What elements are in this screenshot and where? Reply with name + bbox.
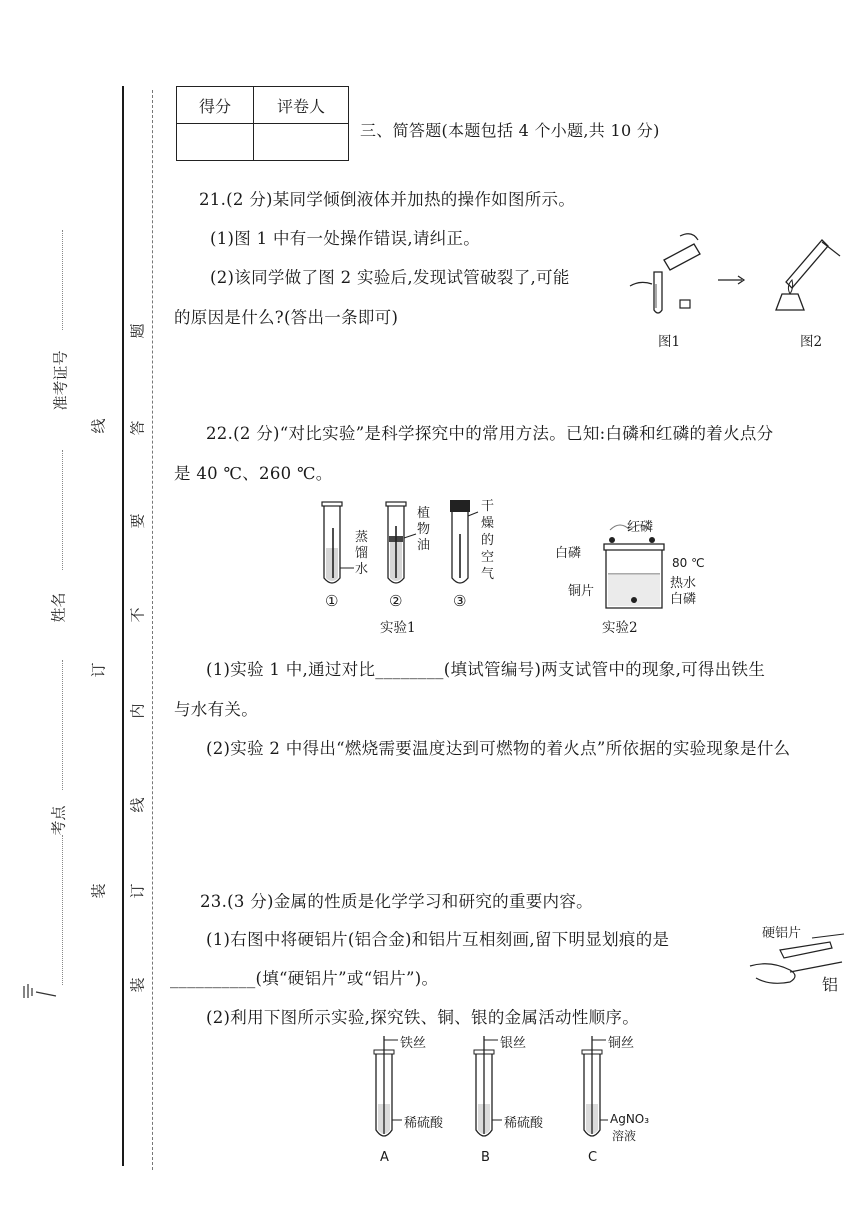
q22-part1-line1: (1)实验 1 中,通过对比________(填试管编号)两支试管中的现象,可得出铁生: [206, 660, 766, 679]
exp1-caption: 实验1: [380, 620, 416, 636]
q22-stem-line1: 22.(2 分)“对比实验”是科学探究中的常用方法。已知:白磷和红磷的着火点分: [206, 424, 774, 443]
tube-a-liquid-label: 稀硫酸: [404, 1116, 444, 1131]
section-title: 三、简答题(本题包括 4 个小题,共 10 分): [360, 121, 660, 140]
scan-mark: [22, 982, 62, 1002]
q23-stem: 23.(3 分)金属的性质是化学学习和研究的重要内容。: [200, 892, 593, 911]
q23-part1-line2: __________(填“硬铝片”或“铝片”)。: [170, 969, 439, 988]
q21-fig1-caption: 图1: [658, 334, 681, 350]
inner-char-3: 要: [128, 513, 147, 529]
inner-char-1: 题: [128, 323, 147, 339]
q21-stem: 21.(2 分)某同学倾倒液体并加热的操作如图所示。: [199, 190, 576, 209]
silver-wire-label: 银丝: [500, 1036, 527, 1051]
copper-sheet-label: 铜片: [568, 584, 595, 599]
exp2-caption: 实验2: [602, 620, 638, 636]
tube-3-number: ③: [453, 592, 467, 610]
tube-c-liquid-label-2: 溶液: [612, 1129, 637, 1143]
score-cell[interactable]: [177, 124, 254, 161]
tube-a-letter: A: [380, 1150, 389, 1165]
aluminum-label: 铝: [822, 975, 839, 994]
score-table: [176, 86, 349, 161]
q22-part2: (2)实验 2 中得出“燃烧需要温度达到可燃物的着火点”所依据的实验现象是什么: [206, 739, 791, 758]
binding-staple-char: 订: [89, 662, 108, 678]
site-blank[interactable]: [62, 660, 63, 790]
q22-part1-line2: 与水有关。: [174, 700, 258, 719]
q21-part1: (1)图 1 中有一处操作错误,请纠正。: [210, 229, 481, 248]
name-label: 姓名: [49, 592, 68, 623]
inner-char-2: 答: [128, 420, 147, 436]
q21-fig2-caption: 图2: [800, 334, 823, 350]
hot-water-label: 热水: [670, 576, 697, 591]
inner-char-7: 订: [128, 883, 147, 899]
exp1-water-label: 蒸馏水: [355, 530, 369, 577]
temperature-label: 80 ℃: [672, 556, 705, 570]
score-header: 得分: [177, 87, 254, 124]
q21-figure: [626, 222, 846, 322]
tube-c-letter: C: [588, 1150, 598, 1165]
inner-char-6: 线: [128, 797, 147, 813]
exp2-apparatus: [590, 520, 720, 620]
iron-wire-label: 铁丝: [400, 1036, 427, 1051]
q23-part2: (2)利用下图所示实验,探究铁、铜、银的金属活动性顺序。: [206, 1008, 640, 1027]
tube-2-number: ②: [389, 592, 403, 610]
tube-b-liquid-label: 稀硫酸: [504, 1116, 544, 1131]
copper-wire-label: 铜丝: [608, 1036, 635, 1051]
binding-bind-char: 装: [89, 883, 108, 899]
white-phosphorus-top-label: 白磷: [555, 546, 582, 561]
grader-header: 评卷人: [254, 87, 349, 124]
binding-dashed-line: [152, 90, 153, 1170]
inner-char-8: 装: [128, 977, 147, 993]
lower-blank: [62, 835, 63, 985]
q21-part2-line2: 的原因是什么?(答出一条即可): [174, 308, 399, 327]
inner-char-5: 内: [128, 703, 147, 719]
tube-c-liquid-label: AgNO₃: [610, 1112, 650, 1126]
site-label: 考点: [49, 805, 68, 836]
name-blank[interactable]: [62, 450, 63, 570]
white-phosphorus-bottom-label: 白磷: [670, 592, 697, 607]
exam-number-blank[interactable]: [62, 230, 63, 330]
red-phosphorus-label: 红磷: [627, 520, 654, 535]
binding-solid-line: [122, 86, 124, 1166]
q23-part1-line1: (1)右图中将硬铝片(铝合金)和铝片互相刻画,留下明显划痕的是: [206, 930, 670, 949]
binding-line-char: 线: [89, 418, 108, 434]
grader-cell[interactable]: [254, 124, 349, 161]
q21-part2-line1: (2)该同学做了图 2 实验后,发现试管破裂了,可能: [210, 268, 570, 287]
q22-stem-line2: 是 40 ℃、260 ℃。: [174, 464, 333, 483]
exp1-oil-label: 植物油: [417, 506, 431, 553]
tube-b-letter: B: [481, 1150, 490, 1165]
tube-1-number: ①: [325, 592, 339, 610]
hard-aluminum-label: 硬铝片: [762, 926, 802, 941]
exp1-air-label: 干燥的空气: [481, 499, 495, 582]
inner-char-4: 不: [128, 607, 147, 623]
exam-number-label: 准考证号: [51, 350, 70, 411]
